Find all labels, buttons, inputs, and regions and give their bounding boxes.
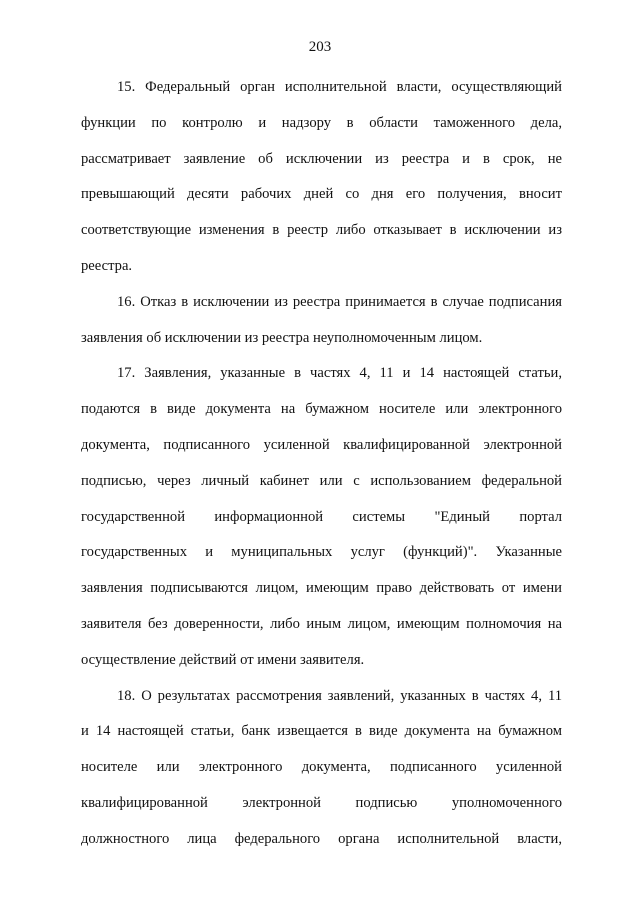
text-line: заявления об исключении из реестра неуполномоченным лицом. xyxy=(81,329,483,346)
paragraph-15 xyxy=(81,70,562,285)
text-line: государственной информационной системы "Единый портал xyxy=(81,508,562,525)
text-line: носителе или электронного документа, подписанного усиленной xyxy=(81,759,562,776)
text-line: подаются в виде документа на бумажном носителе или электронного xyxy=(81,401,562,418)
text-line: превышающий десяти рабочих дней со дня его получения, вносит xyxy=(81,186,562,203)
document-body xyxy=(81,70,562,858)
text-line: документа, подписанного усиленной квалифицированной электронной xyxy=(81,436,562,453)
paragraph-17 xyxy=(81,356,562,678)
text-line: 18. О результатах рассмотрения заявлений, указанных в частях 4, 11 xyxy=(117,687,562,704)
text-line: реестра. xyxy=(81,257,133,274)
text-line: заявителя без доверенности, либо иным лицом, имеющим полномочия на xyxy=(81,615,562,632)
text-line: 15. Федеральный орган исполнительной власти, осуществляющий xyxy=(117,79,562,95)
paragraph-16 xyxy=(81,285,562,357)
text-line: 17. Заявления, указанные в частях 4, 11 и 14 настоящей статьи, xyxy=(117,365,562,382)
text-line: осуществление действий от имени заявителя. xyxy=(81,651,365,668)
text-line: квалифицированной электронной подписью уполномоченного xyxy=(81,794,562,811)
text-line: соответствующие изменения в реестр либо отказывает в исключении из xyxy=(81,222,562,239)
text-line: подписью, через личный кабинет или с использованием федеральной xyxy=(81,472,562,489)
page-number: 203 xyxy=(308,39,332,55)
text-line: функции по контролю и надзору в области таможенного дела, xyxy=(81,114,562,131)
text-line: рассматривает заявление об исключении из реестра и в срок, не xyxy=(81,150,562,167)
text-line: государственных и муниципальных услуг (функций)". Указанные xyxy=(81,544,562,561)
text-line: должностного лица федерального органа исполнительной власти, xyxy=(81,830,562,847)
text-line: заявления подписываются лицом, имеющим право действовать от имени xyxy=(81,580,562,597)
paragraph-18 xyxy=(81,679,562,858)
text-line: и 14 настоящей статьи, банк извещается в виде документа на бумажном xyxy=(81,723,562,740)
text-line: 16. Отказ в исключении из реестра принимается в случае подписания xyxy=(117,293,562,310)
